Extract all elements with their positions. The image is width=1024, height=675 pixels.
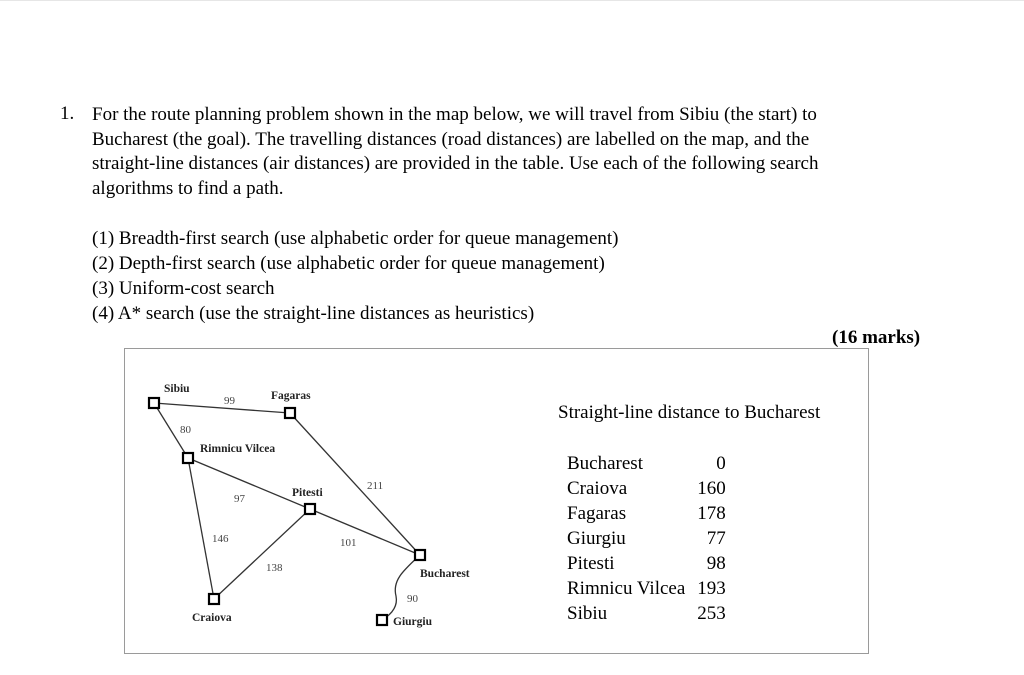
table-row — [567, 526, 726, 551]
city-label-bucharest: Bucharest — [420, 568, 470, 580]
sld-table — [567, 451, 726, 626]
city-node-craiova — [209, 594, 219, 604]
sld-table-title: Straight-line distance to Bucharest — [558, 402, 821, 423]
table-row — [567, 501, 726, 526]
top-border — [0, 0, 1024, 1]
road-sibiu-fagaras — [154, 403, 290, 413]
road-distance: 211 — [367, 480, 384, 492]
city-label-craiova: Craiova — [192, 612, 232, 624]
road-distance: 146 — [212, 533, 229, 545]
city-label-rimnicu: Rimnicu Vilcea — [200, 443, 276, 455]
table-row — [567, 601, 726, 626]
sld-distance: 0 — [716, 453, 726, 474]
sld-distance: 98 — [706, 553, 726, 574]
question-line: For the route planning problem shown in the map below, we will travel from Sibiu (the start) to — [92, 104, 817, 125]
road-distance: 97 — [234, 493, 245, 505]
city-label-giurgiu: Giurgiu — [393, 616, 432, 628]
algorithm-item: (2) Depth-first search (use alphabetic order for queue management) — [92, 253, 605, 274]
road-craiova-pitesti — [214, 509, 310, 599]
algorithm-item: (1) Breadth-first search (use alphabetic order for queue management) — [92, 228, 619, 249]
sld-city: Craiova — [567, 478, 628, 499]
road-distance: 80 — [180, 424, 191, 436]
algorithm-item: (3) Uniform-cost search — [92, 278, 275, 299]
road-fagaras-bucharest — [290, 413, 420, 555]
sld-distance: 193 — [697, 578, 726, 599]
city-node-rimnicu — [183, 453, 193, 463]
city-node-sibiu — [149, 398, 159, 408]
sld-city: Pitesti — [567, 553, 615, 574]
city-node-giurgiu — [377, 615, 387, 625]
algorithm-list — [92, 226, 618, 326]
sld-city: Sibiu — [567, 603, 608, 624]
road-rimnicu-pitesti — [188, 458, 310, 509]
city-node-fagaras — [285, 408, 295, 418]
sld-distance: 253 — [697, 603, 726, 624]
sld-city: Fagaras — [567, 503, 627, 524]
question-line: algorithms to find a path. — [92, 177, 284, 199]
city-node-bucharest — [415, 550, 425, 560]
route-map — [124, 348, 564, 648]
question-line: straight-line distances (air distances) are provided in the table. Use each of the following search — [92, 153, 819, 174]
marks-label: (16 marks) — [832, 327, 921, 348]
table-row — [567, 476, 726, 501]
table-row — [567, 576, 726, 601]
algorithm-item: (4) A* search (use the straight-line distances as heuristics) — [92, 303, 535, 324]
question-number: 1. — [60, 103, 75, 124]
road-distance: 90 — [407, 593, 418, 605]
sld-distance: 77 — [706, 528, 726, 549]
sld-city: Bucharest — [567, 453, 643, 474]
table-row — [567, 451, 726, 476]
city-label-fagaras: Fagaras — [271, 390, 311, 402]
sld-distance: 178 — [697, 503, 726, 524]
road-rimnicu-craiova — [188, 458, 214, 599]
sld-city: Giurgiu — [567, 528, 626, 549]
road-distance: 99 — [224, 395, 235, 407]
question-line: Bucharest (the goal). The travelling distances (road distances) are labelled on the map, and the — [92, 128, 810, 150]
sld-distance: 160 — [697, 478, 726, 499]
road-distance: 101 — [340, 537, 357, 549]
city-label-pitesti: Pitesti — [292, 487, 323, 499]
city-label-sibiu: Sibiu — [164, 383, 190, 395]
city-node-pitesti — [305, 504, 315, 514]
road-distance: 138 — [266, 562, 283, 574]
road-bucharest-giurgiu — [382, 555, 420, 620]
sld-city: Rimnicu Vilcea — [567, 578, 686, 599]
table-row — [567, 551, 726, 576]
question-text — [92, 103, 942, 201]
road-pitesti-bucharest — [310, 509, 420, 555]
